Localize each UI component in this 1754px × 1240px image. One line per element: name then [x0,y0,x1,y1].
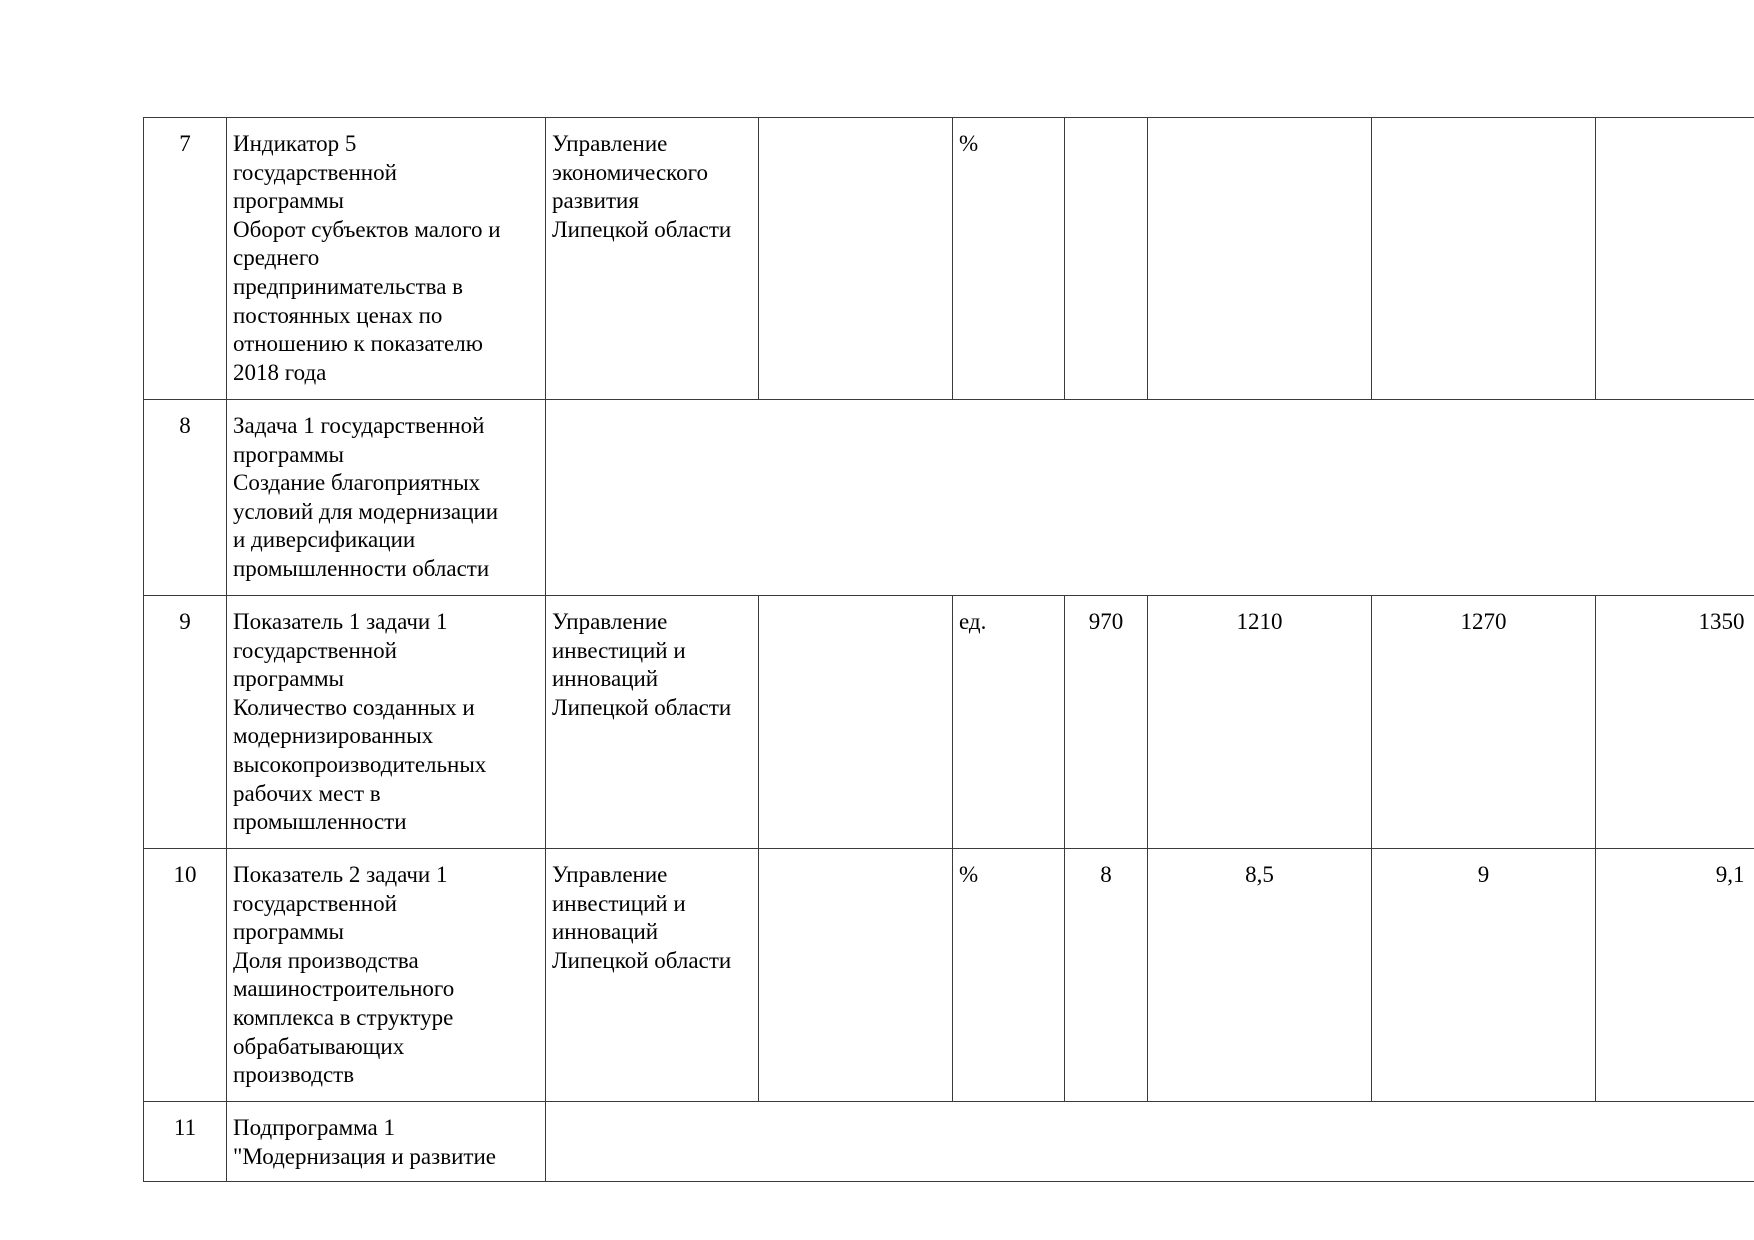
unit-cell: % [953,849,1065,1102]
value-cell: 1270 [1372,596,1596,849]
responsible-cell: Управление инвестиций и инноваций Липецкой области [546,596,759,849]
row-number-cell: 8 [144,400,227,596]
value-cell [1372,118,1596,400]
value-cell: 8,5 [1148,849,1372,1102]
empty-cell [759,849,953,1102]
table-row [144,1102,1754,1182]
row-number-cell: 7 [144,118,227,400]
value-cell [1148,118,1372,400]
value-cell: 970 [1065,596,1148,849]
unit-cell: ед. [953,596,1065,849]
row-number-cell: 9 [144,596,227,849]
task-name-cell: Задача 1 государственной программы Создание благоприятных условий для модернизации и диверсификации промышленности области [227,400,546,596]
value-cell: 1350 [1596,596,1754,849]
value-cell: 9,1 [1596,849,1754,1102]
table-row [144,400,1754,596]
responsible-cell: Управление экономического развития Липецкой области [546,118,759,400]
indicator-name-cell: Показатель 2 задачи 1 государственной программы Доля производства машиностроительного комплекса в структуре обрабатывающих производств [227,849,546,1102]
indicators-table [143,117,1754,1182]
value-cell: 1210 [1148,596,1372,849]
table-row [144,849,1754,1102]
merged-empty-cell [546,400,1754,596]
value-cell: 9 [1372,849,1596,1102]
value-cell: 8 [1065,849,1148,1102]
value-cell [1065,118,1148,400]
empty-cell [759,118,953,400]
row-number-cell: 11 [144,1102,227,1182]
unit-cell: % [953,118,1065,400]
table-row [144,596,1754,849]
row-number-cell: 10 [144,849,227,1102]
value-cell [1596,118,1754,400]
subprogram-name-cell: Подпрограмма 1 "Модернизация и развитие [227,1102,546,1182]
empty-cell [759,596,953,849]
merged-empty-cell [546,1102,1754,1182]
table-row [144,118,1754,400]
indicator-name-cell: Показатель 1 задачи 1 государственной программы Количество созданных и модернизированных высокопроизводительных рабочих мест в промышленности [227,596,546,849]
responsible-cell: Управление инвестиций и инноваций Липецкой области [546,849,759,1102]
indicator-name-cell: Индикатор 5 государственной программы Оборот субъектов малого и среднего предпринимательства в постоянных ценах по отношению к показателю 2018 года [227,118,546,400]
